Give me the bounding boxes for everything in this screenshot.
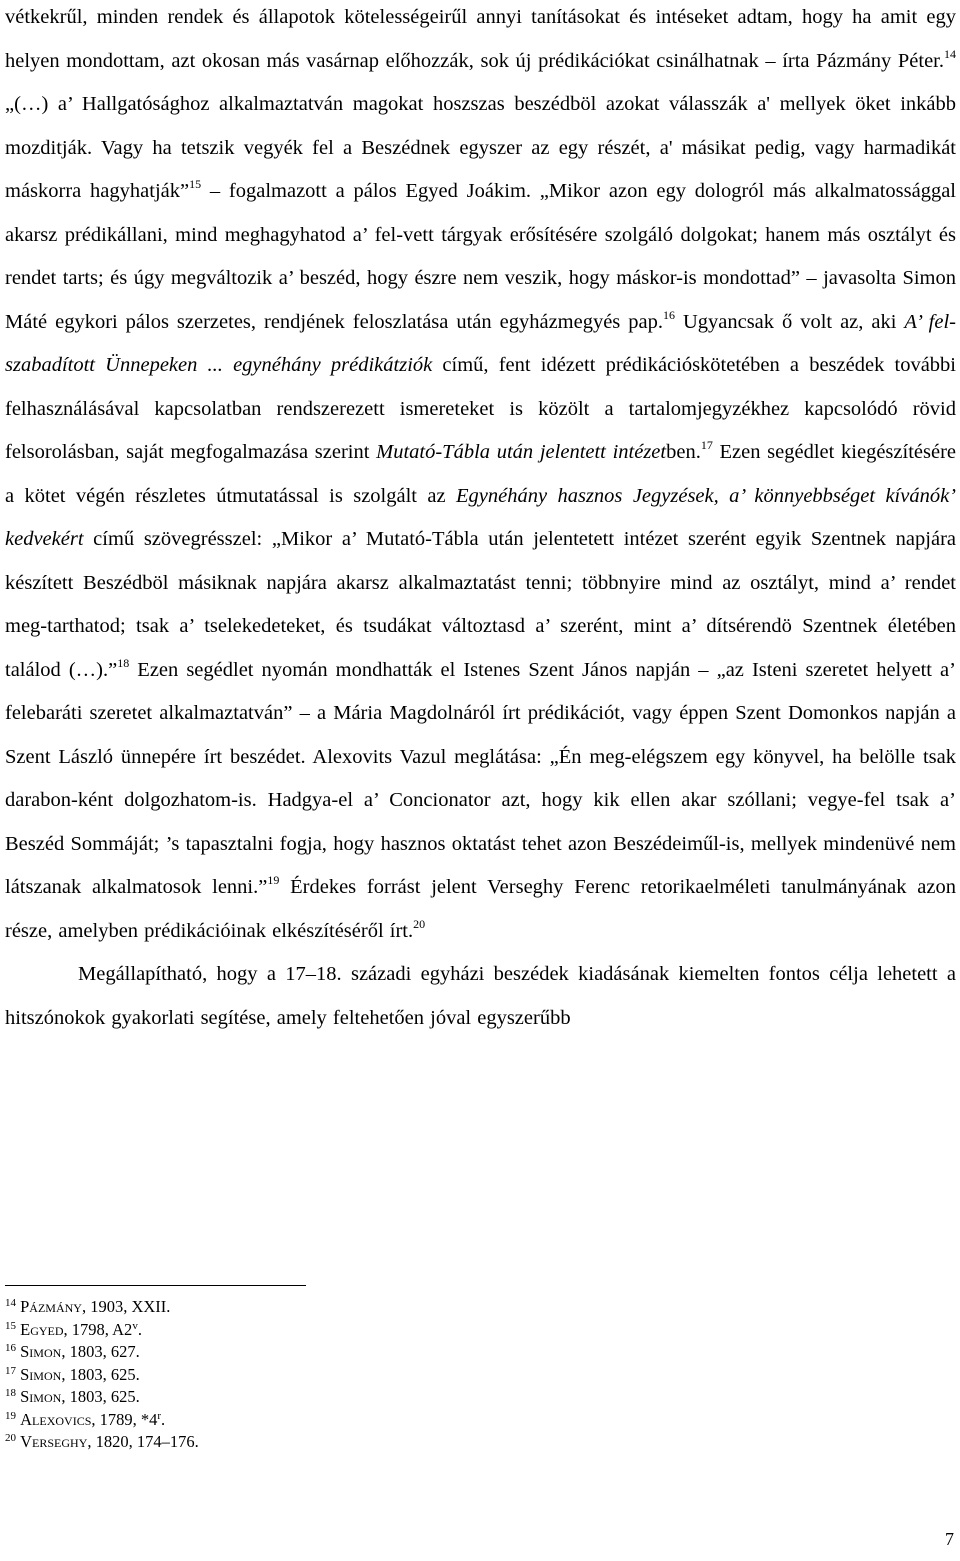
text-run: Ezen segédlet nyomán mondhatták el Istenes Szent János napján — [129, 658, 699, 681]
footnote-citation: , 1803, 625. — [61, 1364, 140, 1384]
main-text — [5, 0, 956, 1040]
footnote-superscript: r — [157, 1409, 162, 1422]
text-run: vétkekrűl, minden rendek és állapotok kötelességeirűl annyi tanításokat és intéseket adtam, hogy ha amit egy helyen mondottam, azt okosan más vasárnap előhozzák, sok új prédikációkat csinálhatnak — [5, 6, 956, 72]
footnote-punct: . — [161, 1409, 166, 1429]
ellipsis: … — [20, 93, 42, 115]
text-run: Érdekes forrást jelent Verseghy Ferenc retorikaelméleti tanulmányának azon része, amelyben prédikációinak elkészítéséről írt. — [5, 876, 956, 942]
text-run: írta Pázmány Péter. — [775, 49, 944, 72]
footnote-number: 18 — [5, 1387, 16, 1399]
footnote-ref-15[interactable]: 15 — [189, 177, 202, 191]
footnote-14 — [5, 1296, 905, 1319]
text-run: ben. — [666, 441, 701, 463]
dash: – — [209, 180, 221, 202]
footnote-number: 17 — [5, 1364, 16, 1377]
footnote-ref-17[interactable]: 17 — [700, 438, 713, 452]
footnote-author: Simon — [20, 1387, 62, 1406]
footnote-citation: , 1789, *4 — [91, 1409, 158, 1429]
footnote-number: 15 — [5, 1319, 16, 1332]
footnote-ref-16[interactable]: 16 — [662, 307, 675, 322]
footnote-citation: , 1903, XXII. — [81, 1297, 171, 1316]
text-run: című, fent idézett prédikációskötetében a beszédek további felhasználásával kapcsolatban rendszerezett ismereteket is közölt a tartalomjegyzékhez kapcsolódó rövid felsorolásban, saját megfogalmazása szerint — [5, 354, 956, 463]
footnote-number: 20 — [5, 1432, 16, 1444]
text-run: ) a’ Hallgatósághoz alkalmaztatván magokat hoszszas beszédböl azokat válasszák a' mellyek öket inkább mozditják. Vagy ha tetszik vegyék fel a Beszédnek egyszer az egy részét, a' másikat pedig, vagy harmadikát máskorra hagyhatják” — [5, 93, 956, 202]
footnote-17 — [5, 1364, 905, 1387]
footnote-20 — [5, 1431, 905, 1454]
text-run — [201, 180, 210, 202]
footnote-author: Egyed — [20, 1319, 64, 1339]
page-number: 7 — [945, 1529, 954, 1549]
footnote-number: 14 — [5, 1297, 16, 1309]
footnote-citation: , 1803, 625. — [61, 1387, 140, 1406]
footnote-ref-19[interactable]: 19 — [267, 873, 280, 887]
footnote-punct: . — [137, 1319, 142, 1339]
footnote-citation: , 1820, 174–176. — [87, 1432, 199, 1451]
dash: – — [299, 702, 310, 724]
text-run: „( — [5, 93, 21, 115]
footnote-ref-20[interactable]: 20 — [413, 916, 426, 931]
footnote-author: Verseghy — [20, 1432, 88, 1451]
text-run: fogalmazott a pálos Egyed Joákim. „Mikor azon egy dologról más alkalmatossággal akarsz prédikállani, mind meghagyhatod a’ fel-vett tárgyak erősítésére szolgáló dolgokat; hanem más osztályt és rendet tarts; és úgy megváltozik a’ beszéd, hogy észre nem veszik, hogy máskor-is mondottad” — [5, 180, 956, 289]
dash: – — [806, 267, 817, 289]
book-title: A’ fel-szabadított Ünnepeken ... egynéhány prédikátziók — [5, 310, 956, 376]
text-run: Megállapítható, hogy a 17–18. századi egyházi beszédek kiadásának kiemelten fontos célja lehetett a hitszónokok gyakorlati segítése, amely feltehetően jóval egyszerűbb — [5, 963, 956, 1029]
dash: – — [698, 658, 709, 681]
dash: – — [765, 49, 776, 72]
footnote-ref-14[interactable]: 14 — [944, 46, 956, 61]
footnote-separator — [5, 1285, 306, 1286]
footnote-15 — [5, 1319, 905, 1342]
footnotes — [5, 1296, 905, 1454]
footnote-16 — [5, 1341, 905, 1364]
footnote-18 — [5, 1386, 905, 1409]
footnote-number: 19 — [5, 1409, 16, 1422]
text-run: ).” — [96, 658, 118, 681]
text-run: Ugyancsak ő volt az, aki — [674, 310, 905, 333]
text-run: a Mária Magdolnáról írt prédikációt, vagy éppen Szent Domonkos napján a Szent László ünnepére írt beszédet. Alexovits Vazul meglátása: „Én meg-elégszem egy könyvel, ha belölle tsak darabon-ként dolgozhatom-is. Hadgya-el a’ Concionator azt, hogy kik ellen akar szóllani; vegye-fel tsak a’ Beszéd Sommáját; ’s tapasztalni fogja, hogy hasznos oktatást tehet azon Beszédeiműl-is, mellyek mindenüvé nem látszanak alkalmatosok lenni.” — [5, 702, 956, 898]
footnote-19 — [5, 1409, 905, 1432]
footnote-citation: , 1803, 627. — [61, 1342, 140, 1361]
footnote-author: Alexovics — [20, 1409, 92, 1429]
footnote-author: Simon — [20, 1364, 62, 1384]
paragraph-1 — [5, 0, 956, 953]
footnote-author: Simon — [20, 1342, 62, 1361]
section-title: Egynéhány hasznos Jegyzések, a’ könnyebbséget kívánók’ kedvekért — [5, 484, 957, 550]
footnote-number: 16 — [5, 1342, 16, 1354]
paragraph-2 — [5, 953, 956, 1040]
footnote-superscript: v — [132, 1319, 138, 1332]
footnote-ref-18[interactable]: 18 — [117, 655, 130, 670]
footnote-citation: , 1798, A2 — [63, 1319, 133, 1339]
text-run: Ezen segédlet kiegészítésére a kötet végén részletes útmutatással is szolgált az — [5, 441, 956, 507]
ellipsis: … — [75, 658, 97, 681]
quoted-term: Mutató-Tábla után jelentett intézet — [376, 441, 667, 463]
text-run: javasolta Simon Máté egykori pálos szerzetes, rendjének feloszlatása után egyházmegyés pap. — [5, 267, 956, 333]
footnote-author: Pázmány — [20, 1297, 82, 1316]
text-run: „az Isteni szeretet helyett a’ felebaráti szeretet alkalmaztatván” — [5, 658, 956, 724]
text-run: című szövegrésszel: „Mikor a’ Mutató-Tábla után jelentetett intézet szerént egyik Szentnek napjára készített Beszédböl másiknak napjára akarsz alkalmaztatást tenni; többnyire mind az osztályt, mind a’ rendet meg-tarthatod; tsak a’ tselekedeteket, és tsudákat változtasd a’ szerént, mint a’ dítsérendö Szentnek életében találod ( — [5, 528, 956, 681]
